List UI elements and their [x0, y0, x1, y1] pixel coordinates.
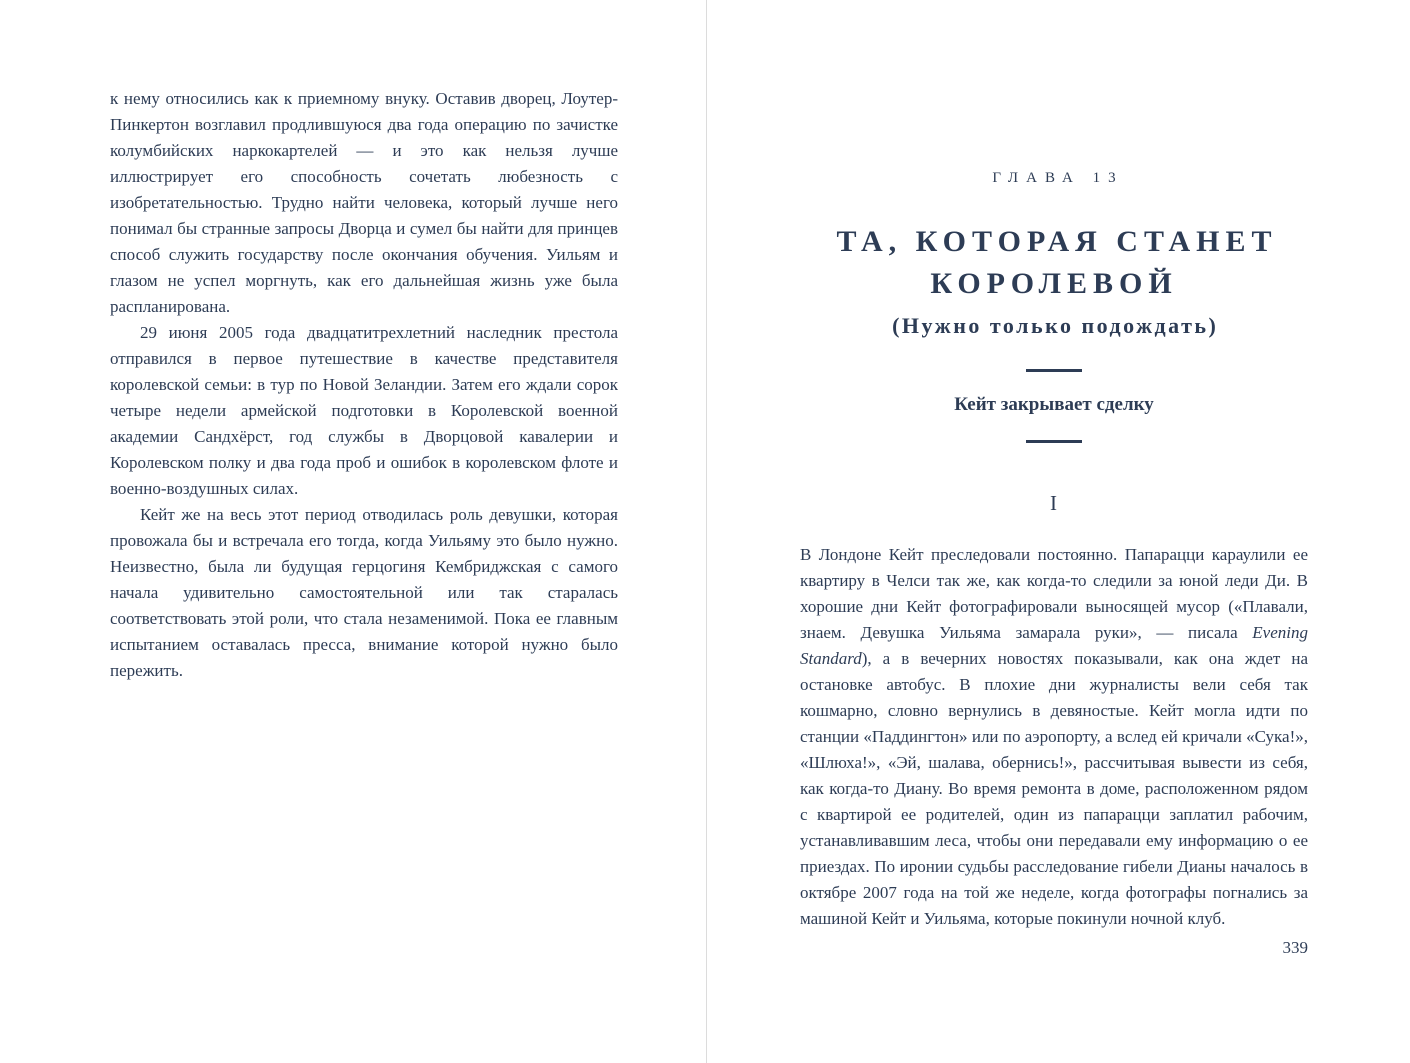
- left-page-paragraph-2: 29 июня 2005 года двадцатитрехлетний наследник престола отправился в первое путешествие в качестве представителя королевской семьи: в тур по Новой Зеландии. Затем его ждали сорок четыре недели армейской подготовки в Королевской военной академии Сандхёрст, год службы в Дворцовой кавалерии и Королевском полку и два года проб и ошибок в королевском флоте и военно-воздушных силах.: [110, 323, 618, 498]
- left-page: [110, 86, 618, 684]
- page-number: 339: [1282, 938, 1308, 957]
- left-page-paragraph-1: к нему относились как к приемному внуку. Оставив дворец, Лоутер-Пинкертон возглавил продлившуюся два года операцию по зачистке колумбийских наркокартелей — и это как нельзя лучше иллюстрирует его способность сочетать любезность с изобретательностью. Трудно найти человека, который лучше него понимал бы странные запросы Дворца и сумел бы найти для принцев способ служить государству после окончания обучения. Уильям и глазом не успел моргнуть, как его дальнейшая жизнь уже была распланирована.: [110, 89, 618, 316]
- right-page: [800, 0, 1308, 949]
- section-number: I: [1050, 491, 1058, 515]
- paragraph-segment-1: В Лондоне Кейт преследовали постоянно. Папарацци караулили ее квартиру в Челси так же, как когда-то следили за юной леди Ди. В хорошие дни Кейт фотографировали выносящей мусор («Плавали, знаем. Девушка Уильяма замарала руки», — писала: [800, 545, 1308, 642]
- paragraph-segment-2: ), а в вечерних новостях показывали, как она ждет на остановке автобус. В плохие дни журналисты вели себя так кошмарно, словно вернулись в девяностые. Кейт могла идти по станции «Паддингтон» или по аэропорту, а вслед ей кричали «Сука!», «Шлюха!», «Эй, шалава, обернись!», рассчитывая вывести из себя, как когда-то Диану. Во время ремонта в доме, расположенном рядом с квартирой ее родителей, один из папарацци заплатил рабочим, устанавливавшим леса, чтобы они передавали ему информацию о ее приездах. По иронии судьбы расследование гибели Дианы началось в октябре 2007 года на той же неделе, когда фотографы погнались за машиной Кейт и Уильяма, которые покинули ночной клуб.: [800, 649, 1308, 928]
- page-gutter-divider: [706, 0, 707, 1063]
- ornament-rule-bottom: [1026, 440, 1082, 443]
- ornament-rule-top: [1026, 369, 1082, 372]
- paragraph-segment-italic: Evening Standard: [800, 623, 1308, 668]
- chapter-tagline: Кейт закрывает сделку: [954, 394, 1154, 415]
- chapter-label: ГЛАВА 13: [992, 170, 1124, 186]
- chapter-title: ТА, КОТОРАЯ СТАНЕТ КОРОЛЕВОЙ: [836, 225, 1278, 300]
- right-page-paragraph: [800, 542, 1308, 932]
- left-page-paragraph-3: Кейт же на весь этот период отводилась роль девушки, которая провожала бы и встречала его тогда, когда Уильяму это было нужно. Неизвестно, была ли будущая герцогиня Кембриджская с самого начала удивительно самостоятельной или так старалась соответствовать этой роли, что стала незаменимой. Пока ее главным испытанием оставалась пресса, внимание которой нужно было пережить.: [110, 505, 618, 680]
- chapter-subtitle: (Нужно только подождать): [892, 313, 1219, 338]
